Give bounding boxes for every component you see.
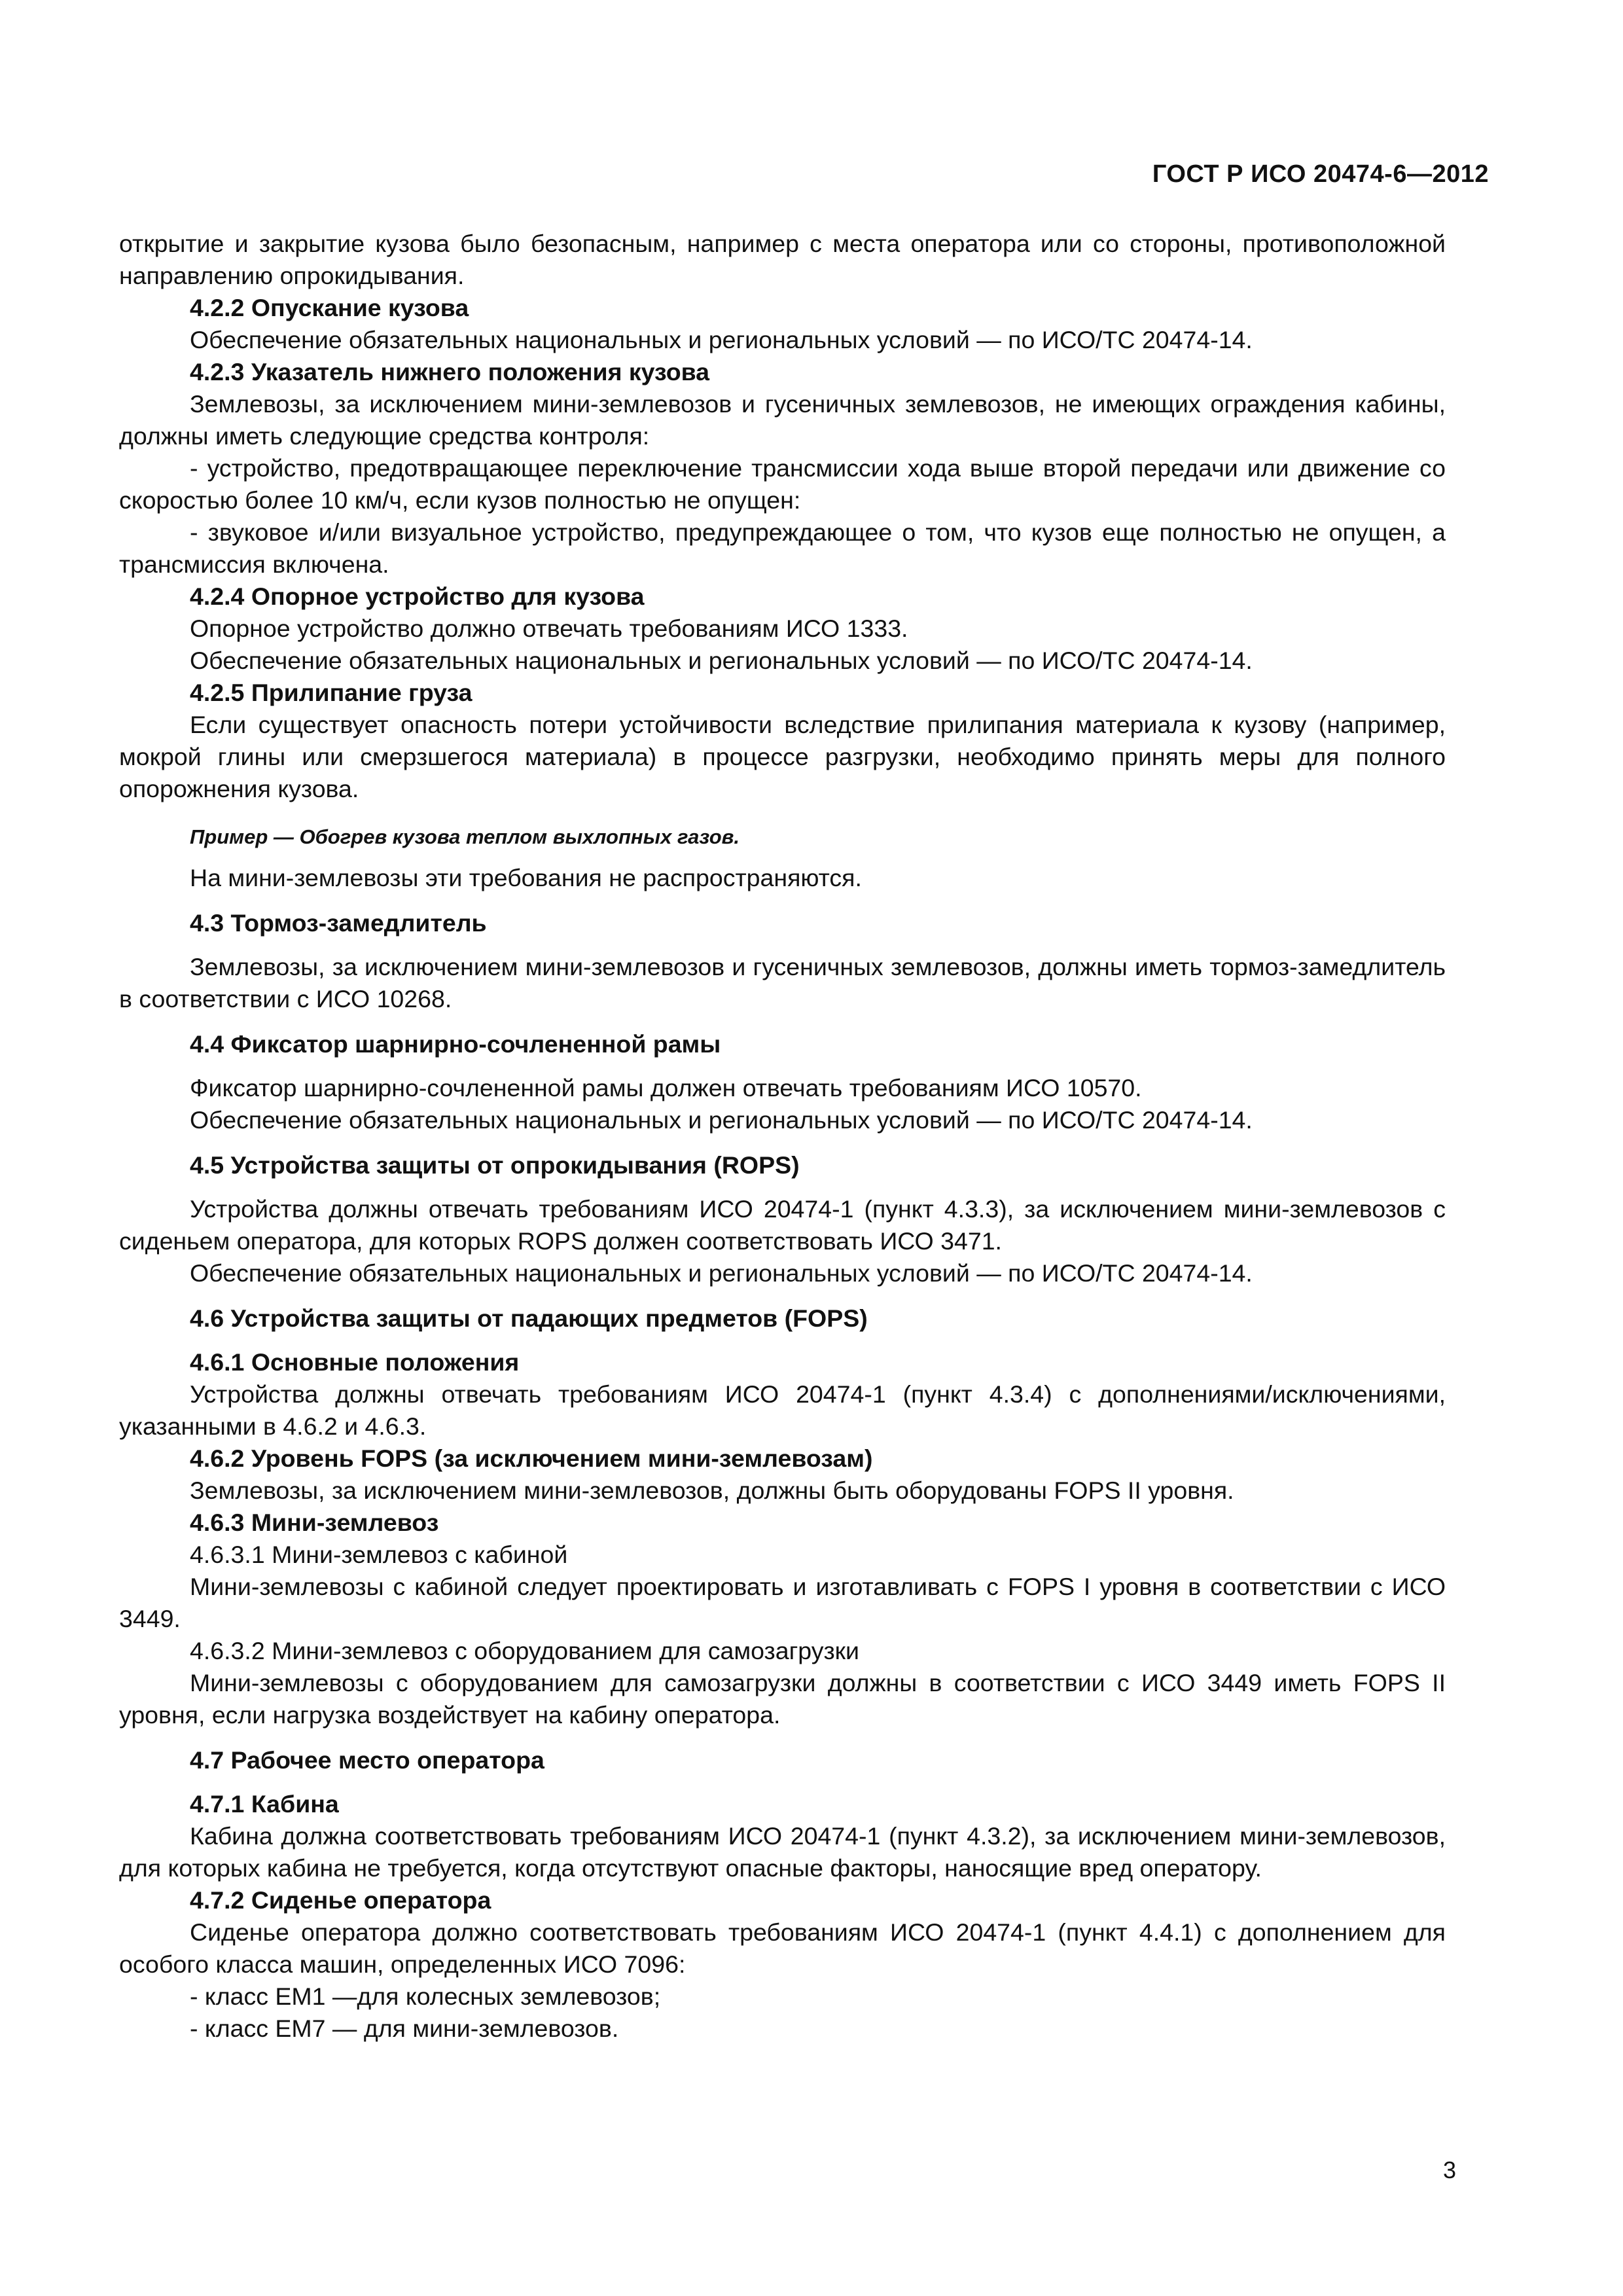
paragraph: Кабина должна соответствовать требованиям ИСО 20474-1 (пункт 4.3.2), за исключением мини-землевозов, для которых кабина не требуется, когда отсутствуют опасные факторы, наносящие вред оператору. [119,1822,1446,1882]
paragraph: Землевозы, за исключением мини-землевозов и гусеничных землевозов, должны иметь тормоз-замедлитель в соответствии с ИСО 10268. [119,953,1446,1013]
paragraph: Обеспечение обязательных национальных и региональных условий — по ИСО/ТС 20474-14. [190,647,1253,674]
paragraph: Если существует опасность потери устойчивости вследствие прилипания материала к кузову (например, мокрой глины или смерзшегося материала) в процессе разгрузки, необходимо принять меры для полного опорожнения кузова. [119,711,1446,802]
paragraph: Сиденье оператора должно соответствовать требованиям ИСО 20474-1 (пункт 4.4.1) с дополнением для особого класса машин, определенных ИСО 7096: [119,1918,1446,1978]
paragraph: На мини-землевозы эти требования не распространяются. [190,864,862,891]
section-heading-4-3: 4.3 Тормоз-замедлитель [190,909,487,937]
section-heading-4-2-2: 4.2.2 Опускание кузова [190,294,469,321]
list-item: - класс ЕМ1 —для колесных землевозов; [190,1982,661,2010]
section-heading-4-2-5: 4.2.5 Прилипание груза [190,679,473,706]
paragraph: Обеспечение обязательных национальных и региональных условий — по ИСО/ТС 20474-14. [190,1106,1253,1134]
section-heading-4-5: 4.5 Устройства защиты от опрокидывания (ROPS) [190,1151,800,1179]
paragraph: Устройства должны отвечать требованиям ИСО 20474-1 (пункт 4.3.3), за исключением мини-землевозов с сиденьем оператора, для которых ROPS должен соответствовать ИСО 3471. [119,1195,1446,1255]
paragraph: Обеспечение обязательных национальных и региональных условий — по ИСО/ТС 20474-14. [190,1259,1253,1287]
paragraph: Фиксатор шарнирно-сочлененной рамы должен отвечать требованиям ИСО 10570. [190,1074,1142,1102]
paragraph: Землевозы, за исключением мини-землевозов, должны быть оборудованы FOPS II уровня. [190,1477,1234,1504]
paragraph: Землевозы, за исключением мини-землевозов и гусеничных землевозов, не имеющих ограждения кабины, должны иметь следующие средства контроля: [119,390,1446,450]
subsection-heading-4-6-3-2: 4.6.3.2 Мини-землевоз с оборудованием для самозагрузки [190,1637,859,1664]
list-item: - устройство, предотвращающее переключение трансмиссии хода выше второй передачи или движение со скоростью более 10 км/ч, если кузов полностью не опущен: [119,454,1446,514]
paragraph: открытие и закрытие кузова было безопасным, например с места оператора или со стороны, противоположной направлению опрокидывания. [119,230,1446,289]
section-heading-4-2-4: 4.2.4 Опорное устройство для кузова [190,583,645,610]
example-note: Пример — Обогрев кузова теплом выхлопных газов. [190,825,740,848]
section-heading-4-2-3: 4.2.3 Указатель нижнего положения кузова [190,358,710,386]
section-heading-4-7-2: 4.7.2 Сиденье оператора [190,1886,491,1914]
section-heading-4-6-1: 4.6.1 Основные положения [190,1348,520,1376]
list-item: - звуковое и/или визуальное устройство, предупреждающее о том, что кузов еще полностью не опущен, а трансмиссия включена. [119,518,1446,578]
paragraph: Обеспечение обязательных национальных и региональных условий — по ИСО/ТС 20474-14. [190,326,1253,353]
paragraph: Устройства должны отвечать требованиям ИСО 20474-1 (пункт 4.3.4) с дополнениями/исключениями, указанными в 4.6.2 и 4.6.3. [119,1380,1446,1440]
document-body [119,228,1446,2045]
section-heading-4-4: 4.4 Фиксатор шарнирно-сочлененной рамы [190,1030,721,1058]
paragraph: Мини-землевозы с кабиной следует проектировать и изготавливать с FOPS I уровня в соответствии с ИСО 3449. [119,1573,1446,1632]
subsection-heading-4-6-3-1: 4.6.3.1 Мини-землевоз с кабиной [190,1541,568,1568]
list-item: - класс ЕМ7 — для мини-землевозов. [190,2015,619,2042]
section-heading-4-6-2: 4.6.2 Уровень FOPS (за исключением мини-землевозам) [190,1444,873,1472]
section-heading-4-7-1: 4.7.1 Кабина [190,1790,339,1818]
section-heading-4-7: 4.7 Рабочее место оператора [190,1746,544,1774]
section-heading-4-6-3: 4.6.3 Мини-землевоз [190,1509,439,1536]
paragraph: Опорное устройство должно отвечать требованиям ИСО 1333. [190,615,908,642]
section-heading-4-6: 4.6 Устройства защиты от падающих предметов (FOPS) [190,1304,868,1332]
document-id-header: ГОСТ Р ИСО 20474-6—2012 [1152,160,1489,188]
paragraph: Мини-землевозы с оборудованием для самозагрузки должны в соответствии с ИСО 3449 иметь FOPS II уровня, если нагрузка воздействует на кабину оператора. [119,1669,1446,1729]
page-number: 3 [1442,2157,1456,2183]
